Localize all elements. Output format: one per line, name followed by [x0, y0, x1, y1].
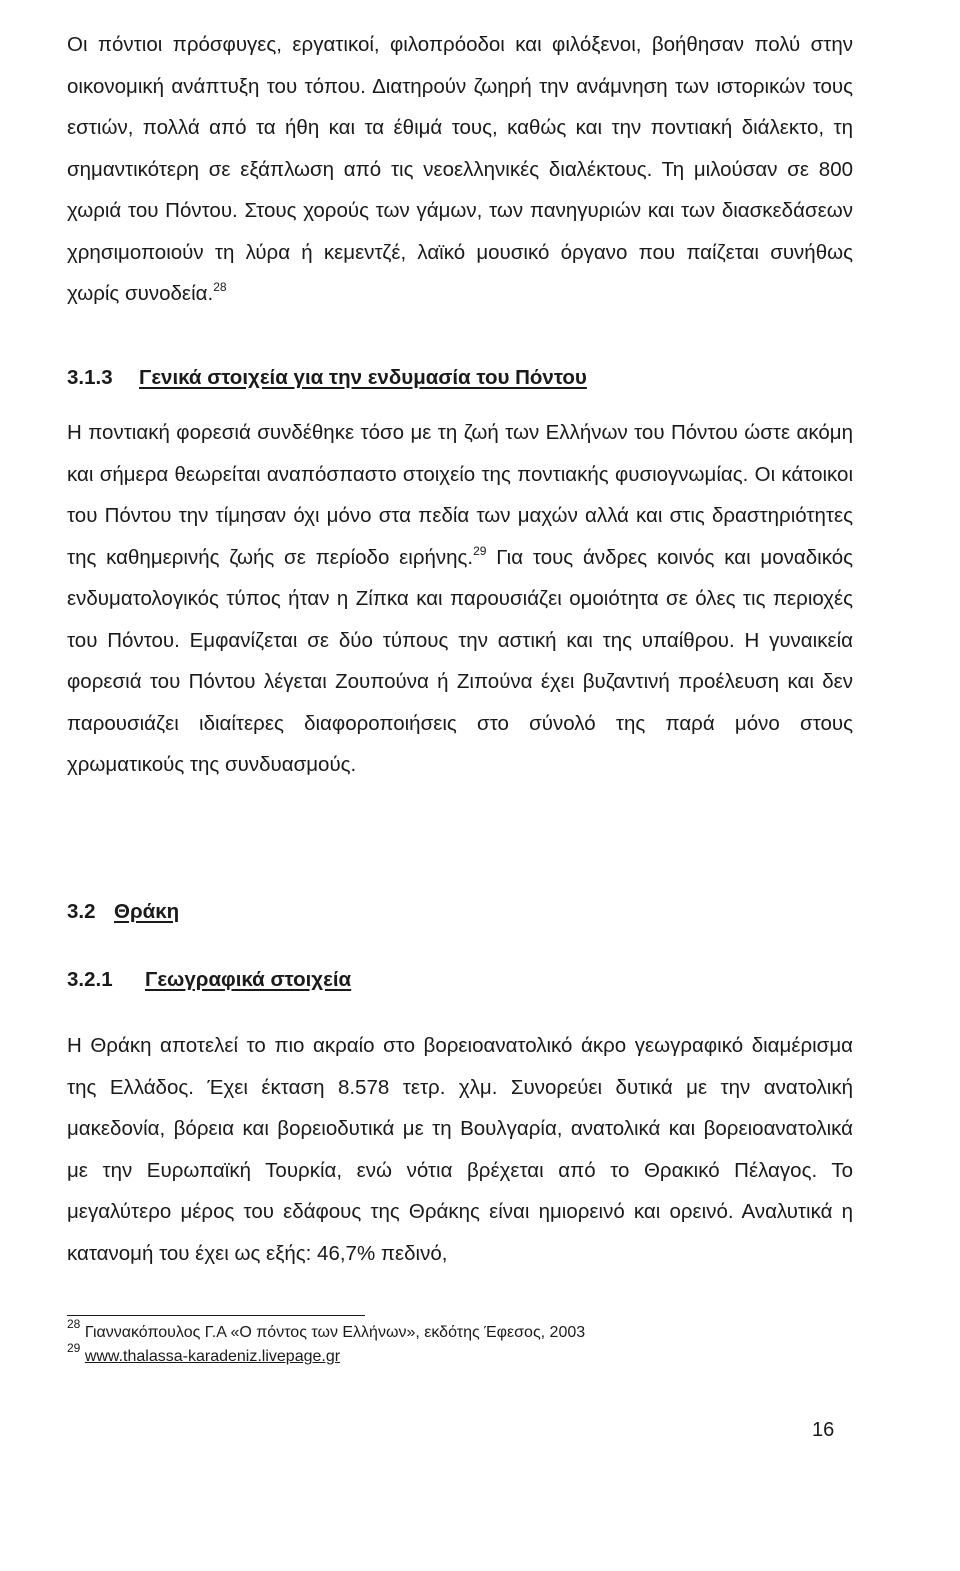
- paragraph-text: Οι πόντιοι πρόσφυγες, εργατικοί, φιλοπρόοδοι και φιλόξενοι, βοήθησαν πολύ στην οικονομική ανάπτυξη του τόπου. Διατηρούν ζωηρή την ανάμνηση των ιστορικών τους εστιών, πολλά από τα ήθη και τα έθιμά τους, καθώς και την ποντιακή διάλεκτο, τη σημαντικότερη σε εξάπλωση από τις νεοελληνικές διαλέκτους. Τη μιλούσαν σε 800 χωριά του Πόντου. Στους χορούς των γάμων, των πανηγυριών και των διασκεδάσεων χρησιμοποιούν τη λύρα ή κεμεντζέ, λαϊκό μουσικό όργανο που παίζεται συνήθως χωρίς συνοδεία.: [67, 33, 853, 305]
- footnote-29: [67, 1341, 341, 1368]
- paragraph-pontic-refugees: [67, 24, 853, 315]
- section-heading-3-1-3: [67, 364, 587, 392]
- paragraph-text-part-a: Η ποντιακή φορεσιά συνδέθηκε τόσο με τη ζωή των Ελλήνων του Πόντου ώστε ακόμη και σήμερα θεωρείται αναπόσπαστο στοιχείο της ποντιακής φυσιογνωμίας. Οι κάτοικοι του Πόντου την τίμησαν όχι μόνο στα πεδία των μαχών αλλά και στις δραστηριότητες της καθημερινής ζωής σε περίοδο ειρήνης.: [67, 421, 853, 569]
- section-number: 3.2: [67, 900, 96, 923]
- footnote-28: [67, 1317, 586, 1344]
- paragraph-thrace-geography: [67, 1025, 853, 1274]
- footnote-ref-29: 29: [473, 543, 487, 558]
- footnote-text: Γιαννακόπουλος Γ.Α «Ο πόντος των Ελλήνων», εκδότης Έφεσος, 2003: [84, 1324, 586, 1341]
- page-number: 16: [812, 1419, 835, 1441]
- section-heading-3-2: [67, 898, 179, 926]
- footnote-marker: 28: [67, 1317, 81, 1331]
- section-number: 3.1.3: [67, 366, 113, 389]
- footnote-separator: [67, 1315, 365, 1316]
- footnote-marker: 29: [67, 1341, 81, 1355]
- footnote-link[interactable]: www.thalassa-karadeniz.livepage.gr: [84, 1348, 341, 1365]
- section-number: 3.2.1: [67, 968, 113, 991]
- section-title: Γεωγραφικά στοιχεία: [145, 968, 352, 991]
- footnote-ref-28: 28: [213, 280, 227, 294]
- paragraph-text-part-b: Για τους άνδρες κοινός και μοναδικός ενδυματολογικός τύπος ήταν η Ζίπκα και παρουσιάζει ομοιότητα σε όλες τις περιοχές του Πόντου. Εμφανίζεται σε δύο τύπους την αστική και της υπαίθρου. Η γυναικεία φορεσιά του Πόντου λέγεται Ζουπούνα ή Ζιπούνα έχει βυζαντινή προέλευση και δεν παρουσιάζει ιδιαίτερες διαφοροποιήσεις στο σύνολό της παρά μόνο στους χρωματικούς της συνδυασμούς.: [67, 545, 853, 776]
- section-title: Θράκη: [114, 900, 180, 923]
- paragraph-pontic-costume: [67, 412, 853, 786]
- section-title: Γενικά στοιχεία για την ενδυμασία του Πόντου: [139, 366, 587, 389]
- section-heading-3-2-1: [67, 966, 351, 994]
- paragraph-text: Η Θράκη αποτελεί το πιο ακραίο στο βορειοανατολικό άκρο γεωγραφικό διαμέρισμα της Ελλάδος. Έχει έκταση 8.578 τετρ. χλμ. Συνορεύει δυτικά με την ανατολική μακεδονία, βόρεια και βορειοδυτικά με τη Βουλγαρία, ανατολικά και βορειοανατολικά με την Ευρωπαϊκή Τουρκία, ενώ νότια βρέχεται από το Θρακικό Πέλαγος. Το μεγαλύτερο μέρος του εδάφους της Θράκης είναι ημιορεινό και ορεινό. Αναλυτικά η κατανομή του έχει ως εξής: 46,7% πεδινό,: [67, 1034, 853, 1265]
